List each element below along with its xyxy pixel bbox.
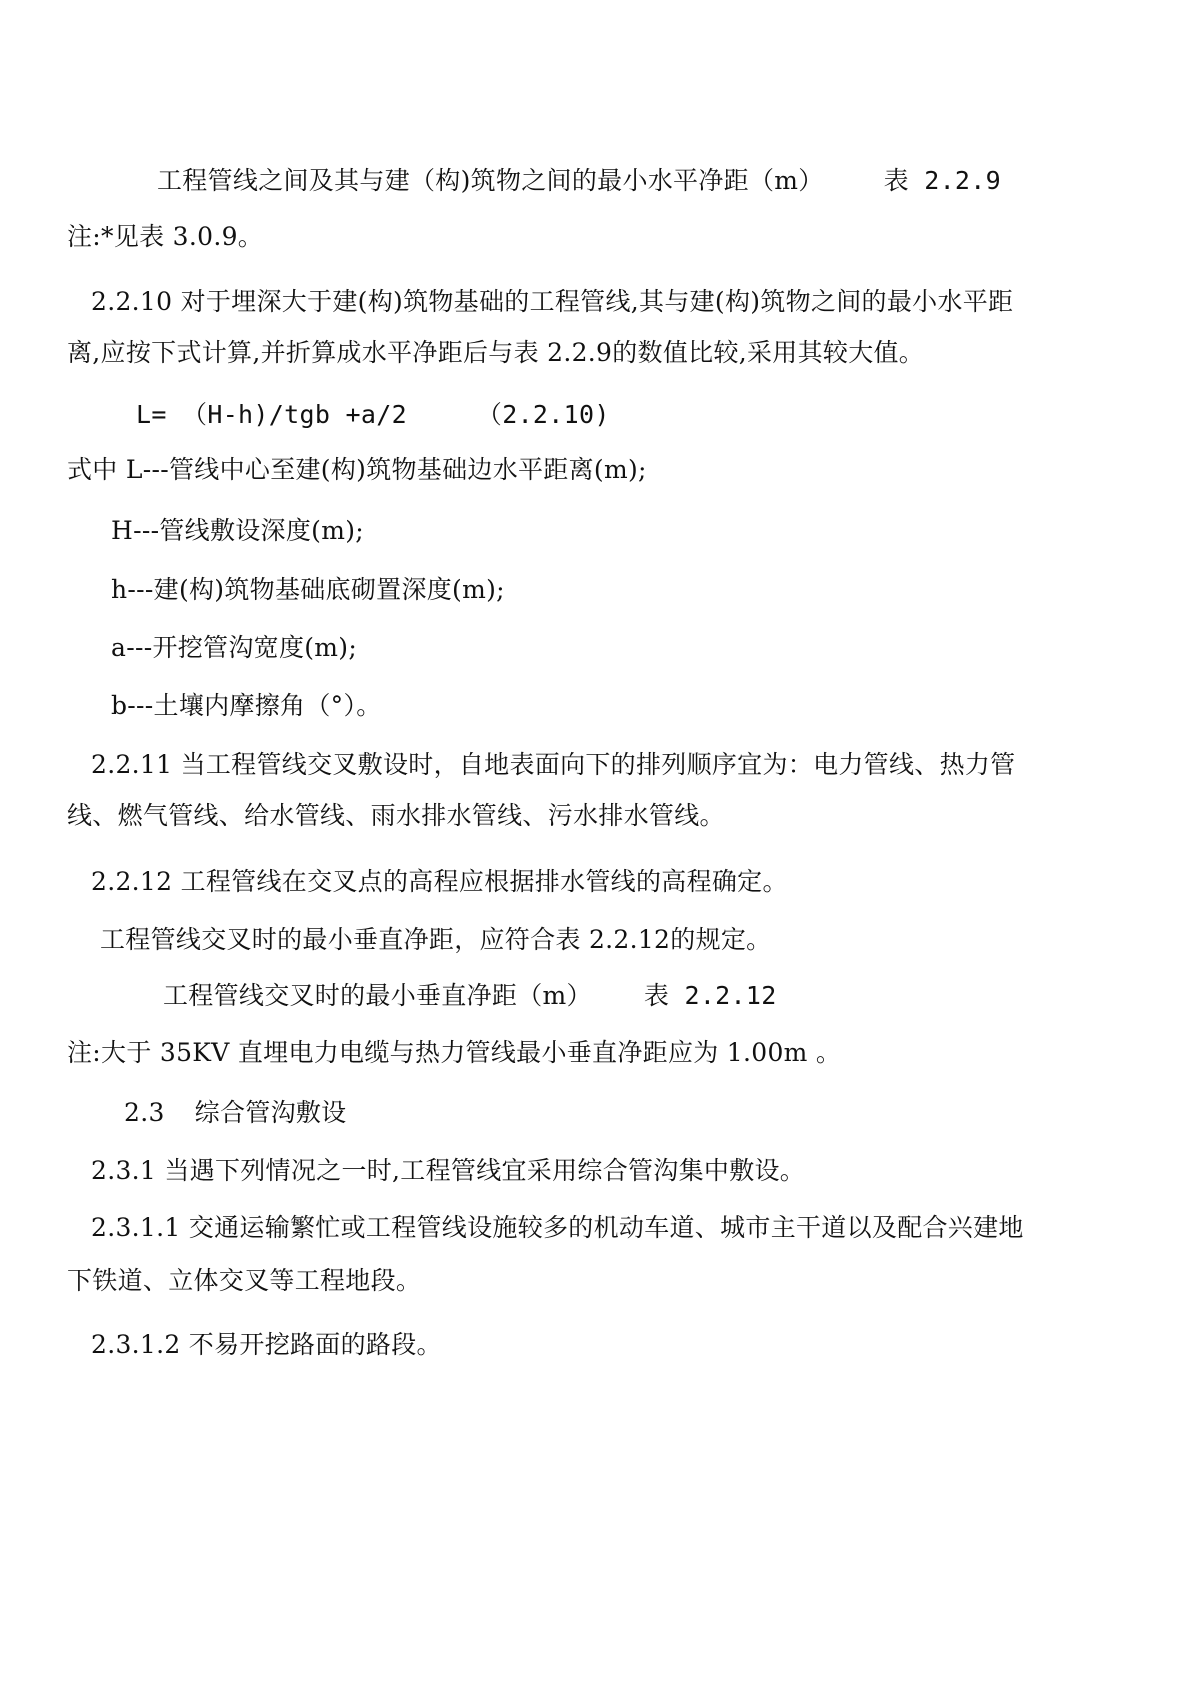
table-229-note: 注:*见表 3.0.9。	[67, 222, 264, 251]
section-23-heading	[124, 1095, 346, 1131]
table-2212-label: 表 2.2.12	[643, 981, 777, 1010]
clause-2212: 2.2.12 工程管线在交叉点的高程应根据排水管线的高程确定。	[91, 867, 788, 896]
where-intro: 式中 L---管线中心至建(构)筑物基础边水平距离(m);	[67, 455, 647, 484]
clause-2212-sub: 工程管线交叉时的最小垂直净距，应符合表 2.2.12的规定。	[100, 925, 772, 954]
table-2212-title: 工程管线交叉时的最小垂直净距（m）	[163, 981, 592, 1010]
table-229-caption	[157, 163, 1001, 199]
formula-line	[136, 397, 610, 433]
formula-expression: L= （H-h)/tgb +a/2	[136, 400, 407, 429]
clause-2312: 2.3.1.2 不易开挖路面的路段。	[91, 1330, 442, 1359]
table-229-title: 工程管线之间及其与建（构)筑物之间的最小水平净距（m）	[157, 166, 824, 195]
section-23-title: 综合管沟敷设	[194, 1098, 347, 1127]
clause-2311-line-1: 2.3.1.1 交通运输繁忙或工程管线设施较多的机动车道、城市主干道以及配合兴建地	[91, 1213, 1024, 1242]
clause-2211-line-1: 2.2.11 当工程管线交叉敷设时，自地表面向下的排列顺序宜为：电力管线、热力管	[91, 750, 1016, 779]
clause-2211-line-2: 线、燃气管线、给水管线、雨水排水管线、污水排水管线。	[67, 801, 725, 830]
where-a: a---开挖管沟宽度(m);	[111, 633, 358, 662]
formula-number: （2.2.10)	[476, 400, 610, 429]
clause-2311-line-2: 下铁道、立体交叉等工程地段。	[67, 1266, 422, 1295]
where-h: h---建(构)筑物基础底砌置深度(m);	[111, 575, 505, 604]
table-229-label: 表 2.2.9	[883, 166, 1001, 195]
clause-2210-line-1: 2.2.10 对于埋深大于建(构)筑物基础的工程管线,其与建(构)筑物之间的最小水平距	[91, 287, 1014, 316]
table-2212-note: 注:大于 35KV 直埋电力电缆与热力管线最小垂直净距应为 1.00m 。	[67, 1038, 842, 1067]
section-23-number: 2.3	[124, 1098, 165, 1127]
clause-231: 2.3.1 当遇下列情况之一时,工程管线宜采用综合管沟集中敷设。	[91, 1156, 806, 1185]
clause-2210-line-2: 离,应按下式计算,并折算成水平净距后与表 2.2.9的数值比较,采用其较大值。	[67, 338, 925, 367]
table-2212-caption	[163, 978, 777, 1014]
where-H: H---管线敷设深度(m);	[111, 516, 364, 545]
where-b: b---土壤内摩擦角（°）。	[111, 691, 382, 720]
